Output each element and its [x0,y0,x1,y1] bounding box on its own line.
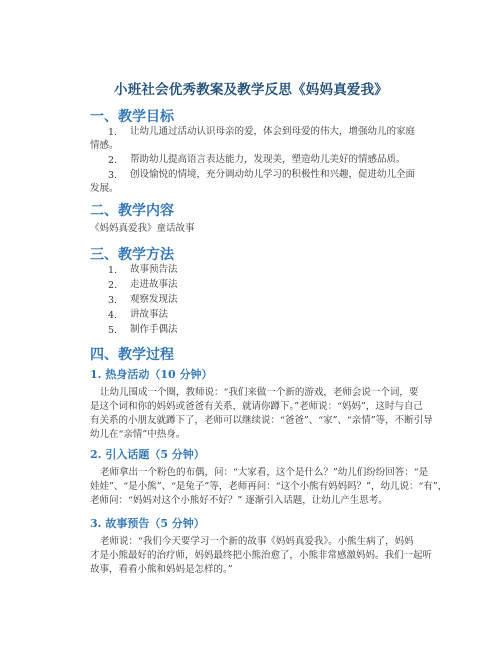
list-number: 4. [108,310,118,321]
paragraph-line: 让幼儿围成一个圈，教师说：“我们来做一个新的游戏，老师会说一个词，要 [100,387,419,398]
subsection-heading-intro: 2. 引入话题（5 分钟） [90,448,205,461]
list-item-text: 观察发现法 [130,294,178,305]
list-item-text: 讲故事法 [130,309,169,320]
section-heading-content: 二、教学内容 [90,203,174,219]
paragraph-line: 幼儿在“亲情”中热身。 [90,429,186,440]
content-text: 《妈妈真爱我》童话故事 [90,223,195,234]
list-number: 1. [108,265,118,276]
list-item-text: 创设愉悦的情境，充分调动幼儿学习的积极性和兴趣，促进幼儿全面 [130,169,416,180]
list-item-text: 走进故事法 [130,279,178,290]
list-number: 2. [108,280,118,291]
list-item-text: 让幼儿通过活动认识母亲的爱，体会到母爱的伟大，增强幼儿的家庭 [130,126,416,137]
list-item-text: 情感。 [90,140,119,151]
paragraph-line: 是这个词和你的妈妈或爸爸有关系，就请你蹲下。”老师说：“妈妈”，这时与自己 [90,401,423,412]
list-item-text: 帮助幼儿提高语言表达能力，发现美，塑造幼儿美好的情感品质。 [130,154,406,165]
paragraph-line: 老师问：“妈妈对这个小熊好不好？” 逐渐引入话题，让幼儿产生思考。 [90,495,388,506]
list-item-text: 发展。 [90,183,119,194]
paragraph-line: 才是小熊最好的治疗师，妈妈最终把小熊治愈了，小熊非常感激妈妈。我们一起听 [90,550,433,561]
section-heading-process: 四、教学过程 [90,347,174,363]
list-number: 2. [108,155,118,166]
paragraph-line: 有关系的小朋友就蹲下了，老师可以继续说：“爸爸”、“家”、“亲情”等，不断引导 [90,415,433,426]
section-heading-objectives: 一、教学目标 [90,109,174,125]
list-item-text: 故事预告法 [130,264,178,275]
list-number: 3. [108,170,118,181]
list-number: 1. [108,127,118,138]
paragraph-line: 老师说：“我们今天要学习一个新的故事《妈妈真爱我》。小熊生病了，妈妈 [100,536,414,547]
paragraph-line: 娃娃”、“是小熊”、“是兔子”等，老师再问：“这个小熊有妈妈吗？”，幼儿说：“有”， [90,481,448,492]
subsection-heading-preview: 3. 故事预告（5 分钟） [90,517,205,530]
section-heading-methods: 三、教学方法 [90,247,174,263]
subsection-heading-warmup: 1. 热身活动（10 分钟） [90,368,213,381]
list-item-text: 制作手偶法 [130,324,178,335]
list-number: 5. [108,325,118,336]
list-number: 3. [108,295,118,306]
document-title: 小班社会优秀教案及教学反思《妈妈真爱我》 [114,82,388,98]
paragraph-line: 故事，看看小熊和妈妈是怎样的。” [90,564,233,575]
paragraph-line: 老师拿出一个粉色的布偶，问：“大家看，这个是什么？”幼儿们纷纷回答：“是 [100,467,429,478]
